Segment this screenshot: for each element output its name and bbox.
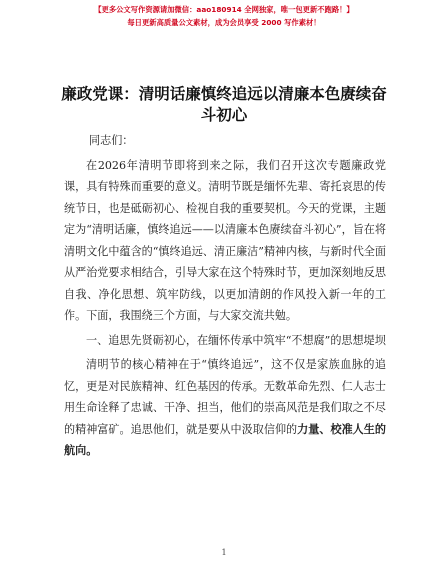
greeting: 同志们：: [89, 134, 134, 147]
paragraph-section1: [64, 354, 386, 462]
document-title: 廉政党课：清明话廉慎终追远以清廉本色赓续奋斗初心: [61, 85, 387, 124]
promo-banner: [0, 4, 448, 29]
paragraph-section1-text: 清明节的核心精神在于“慎终追远”，这不仅是家族血脉的追忆，更是对民族精神、红色基因的传承。无数革命先烈、仁人志士用生命诠释了忠诚、干净、担当，他们的崇高风范是我们取之不尽的精神富矿。追思他们，就是要从中汲取信仰的: [64, 358, 386, 436]
page-number: 1: [221, 548, 227, 557]
paragraph-section1-bold: 力量、校准人生的航向。: [64, 422, 386, 457]
document-body: [64, 130, 386, 462]
promo-banner-line1: 【更多公文写作资源请加微信：aao180914 全网独家，唯一包更新不跑路！】: [94, 5, 354, 14]
promo-banner-line2: 每日更新高质量公文素材，成为会员享受 2000 写作素材！: [127, 18, 321, 27]
paragraph-intro: 在2026年清明节即将到来之际，我们召开这次专题廉政党课，具有特殊而重要的意义。清明节既是缅怀先辈、寄托哀思的传统节日，也是砥砺初心、检视自我的重要契机。今天的党课，主题定为“清明话廉，慎终追远——以清廉本色赓续奋斗初心”，旨在将清明文化中蕴含的“慎终追远、清正廉洁”精神内核，与新时代全面从严治党要求相结合，引导大家在这个特殊时节，更加深刻地反思自我、净化思想、筑牢防线，以更加清朗的作风投入新一年的工作。下面，我围绕三个方面，与大家交流共勉。: [64, 158, 386, 322]
section-heading-1: 一、追思先贤砺初心，在缅怀传承中筑牢“不想腐”的思想堤坝: [86, 333, 386, 347]
